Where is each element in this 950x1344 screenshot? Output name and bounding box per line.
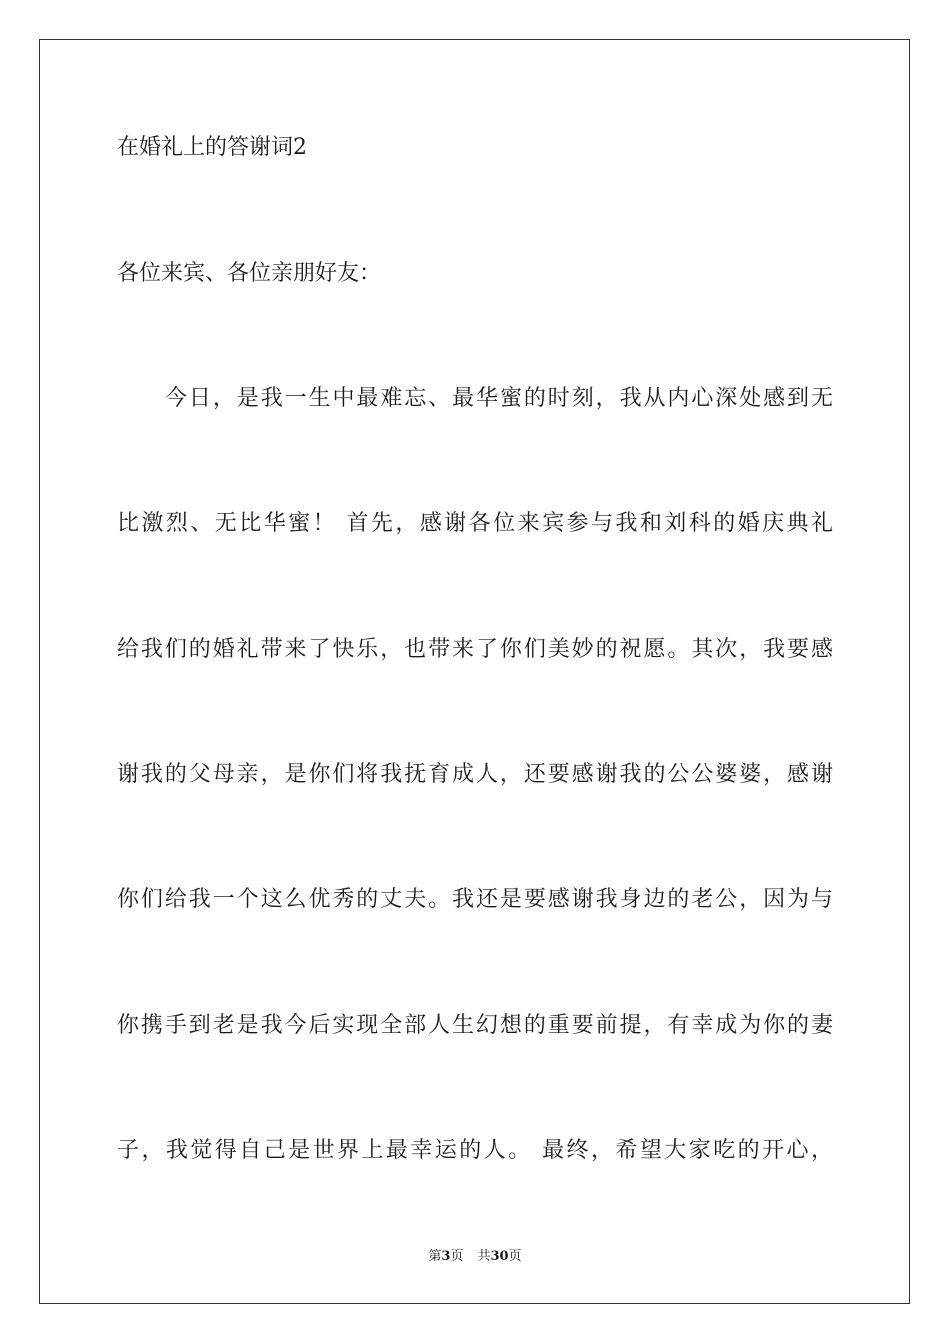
page-border [39,39,910,1304]
page-suffix: 页 [450,1249,464,1264]
salutation: 各位来宾、各位亲朋好友： [117,261,382,286]
total-suffix: 页 [508,1249,522,1264]
total-prefix: 共 [477,1249,491,1264]
paragraph-line-3: 给我们的婚礼带来了快乐，也带来了你们美妙的祝愿。其次，我要感 [117,637,833,662]
paragraph-line-5: 你们给我一个这么优秀的丈夫。我还是要感谢我身边的老公，因为与 [117,887,833,912]
document-title: 在婚礼上的答谢词2 [117,135,307,160]
paragraph-line-1: 今日，是我一生中最难忘、最华蜜的时刻，我从内心深处感到无 [165,386,833,411]
paragraph-line-6: 你携手到老是我今后实现全部人生幻想的重要前提，有幸成为你的妻 [117,1013,833,1038]
page-prefix: 第 [428,1249,442,1264]
page-number: 3 [441,1249,451,1264]
paragraph-line-4: 谢我的父母亲，是你们将我抚育成人，还要感谢我的公公婆婆，感谢 [117,762,833,787]
paragraph-line-7: 子，我觉得自己是世界上最幸运的人。 最终，希望大家吃的开心， [117,1138,833,1163]
page-footer [0,1248,950,1266]
total-pages: 30 [490,1249,509,1264]
paragraph-line-2: 比激烈、无比华蜜！ 首先，感谢各位来宾参与我和刘科的婚庆典礼 [117,511,833,536]
